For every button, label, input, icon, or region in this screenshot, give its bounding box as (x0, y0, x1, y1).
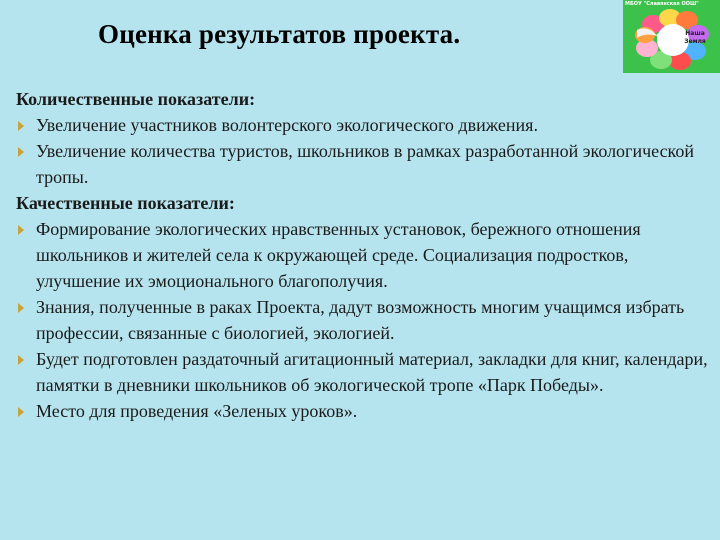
bullet-arrow-icon (18, 303, 24, 313)
quantitative-list (16, 112, 712, 190)
list-item-text: Увеличение участников волонтерского экологического движения. (36, 115, 538, 135)
bullet-arrow-icon (18, 407, 24, 417)
list-item (16, 216, 712, 294)
list-item (16, 112, 712, 138)
bullet-arrow-icon (18, 121, 24, 131)
slide-content (16, 86, 712, 424)
school-logo (623, 0, 720, 73)
bullet-arrow-icon (18, 225, 24, 235)
logo-text: Наша Земля (684, 30, 706, 45)
list-item-text: Будет подготовлен раздаточный агитационный материал, закладки для книг, календари, памятки в дневники школьников об экологической тропе «Парк Победы». (36, 349, 708, 395)
list-item-text: Формирование экологических нравственных установок, бережного отношения школьников и жителей села к окружающей среде. Социализация подростков, улучшение их эмоционального благополучия. (36, 219, 641, 291)
section-heading-qualitative: Качественные показатели: (16, 193, 235, 213)
list-item-text: Увеличение количества туристов, школьников в рамках разработанной экологической тропы. (36, 141, 695, 187)
list-item-text: Место для проведения «Зеленых уроков». (36, 401, 358, 421)
list-item (16, 398, 712, 424)
bullet-arrow-icon (18, 147, 24, 157)
list-item (16, 294, 712, 346)
section-heading-quantitative: Количественные показатели: (16, 89, 256, 109)
bullet-arrow-icon (18, 355, 24, 365)
list-item-text: Знания, полученные в раках Проекта, дадут возможность многим учащимся избрать профессии, связанные с биологией, экологией. (36, 297, 685, 343)
slide-title: Оценка результатов проекта. (98, 19, 461, 49)
logo-caption: МБОУ "Славянская ООШ" (625, 1, 699, 7)
list-item (16, 138, 712, 190)
list-item (16, 346, 712, 398)
qualitative-list (16, 216, 712, 424)
